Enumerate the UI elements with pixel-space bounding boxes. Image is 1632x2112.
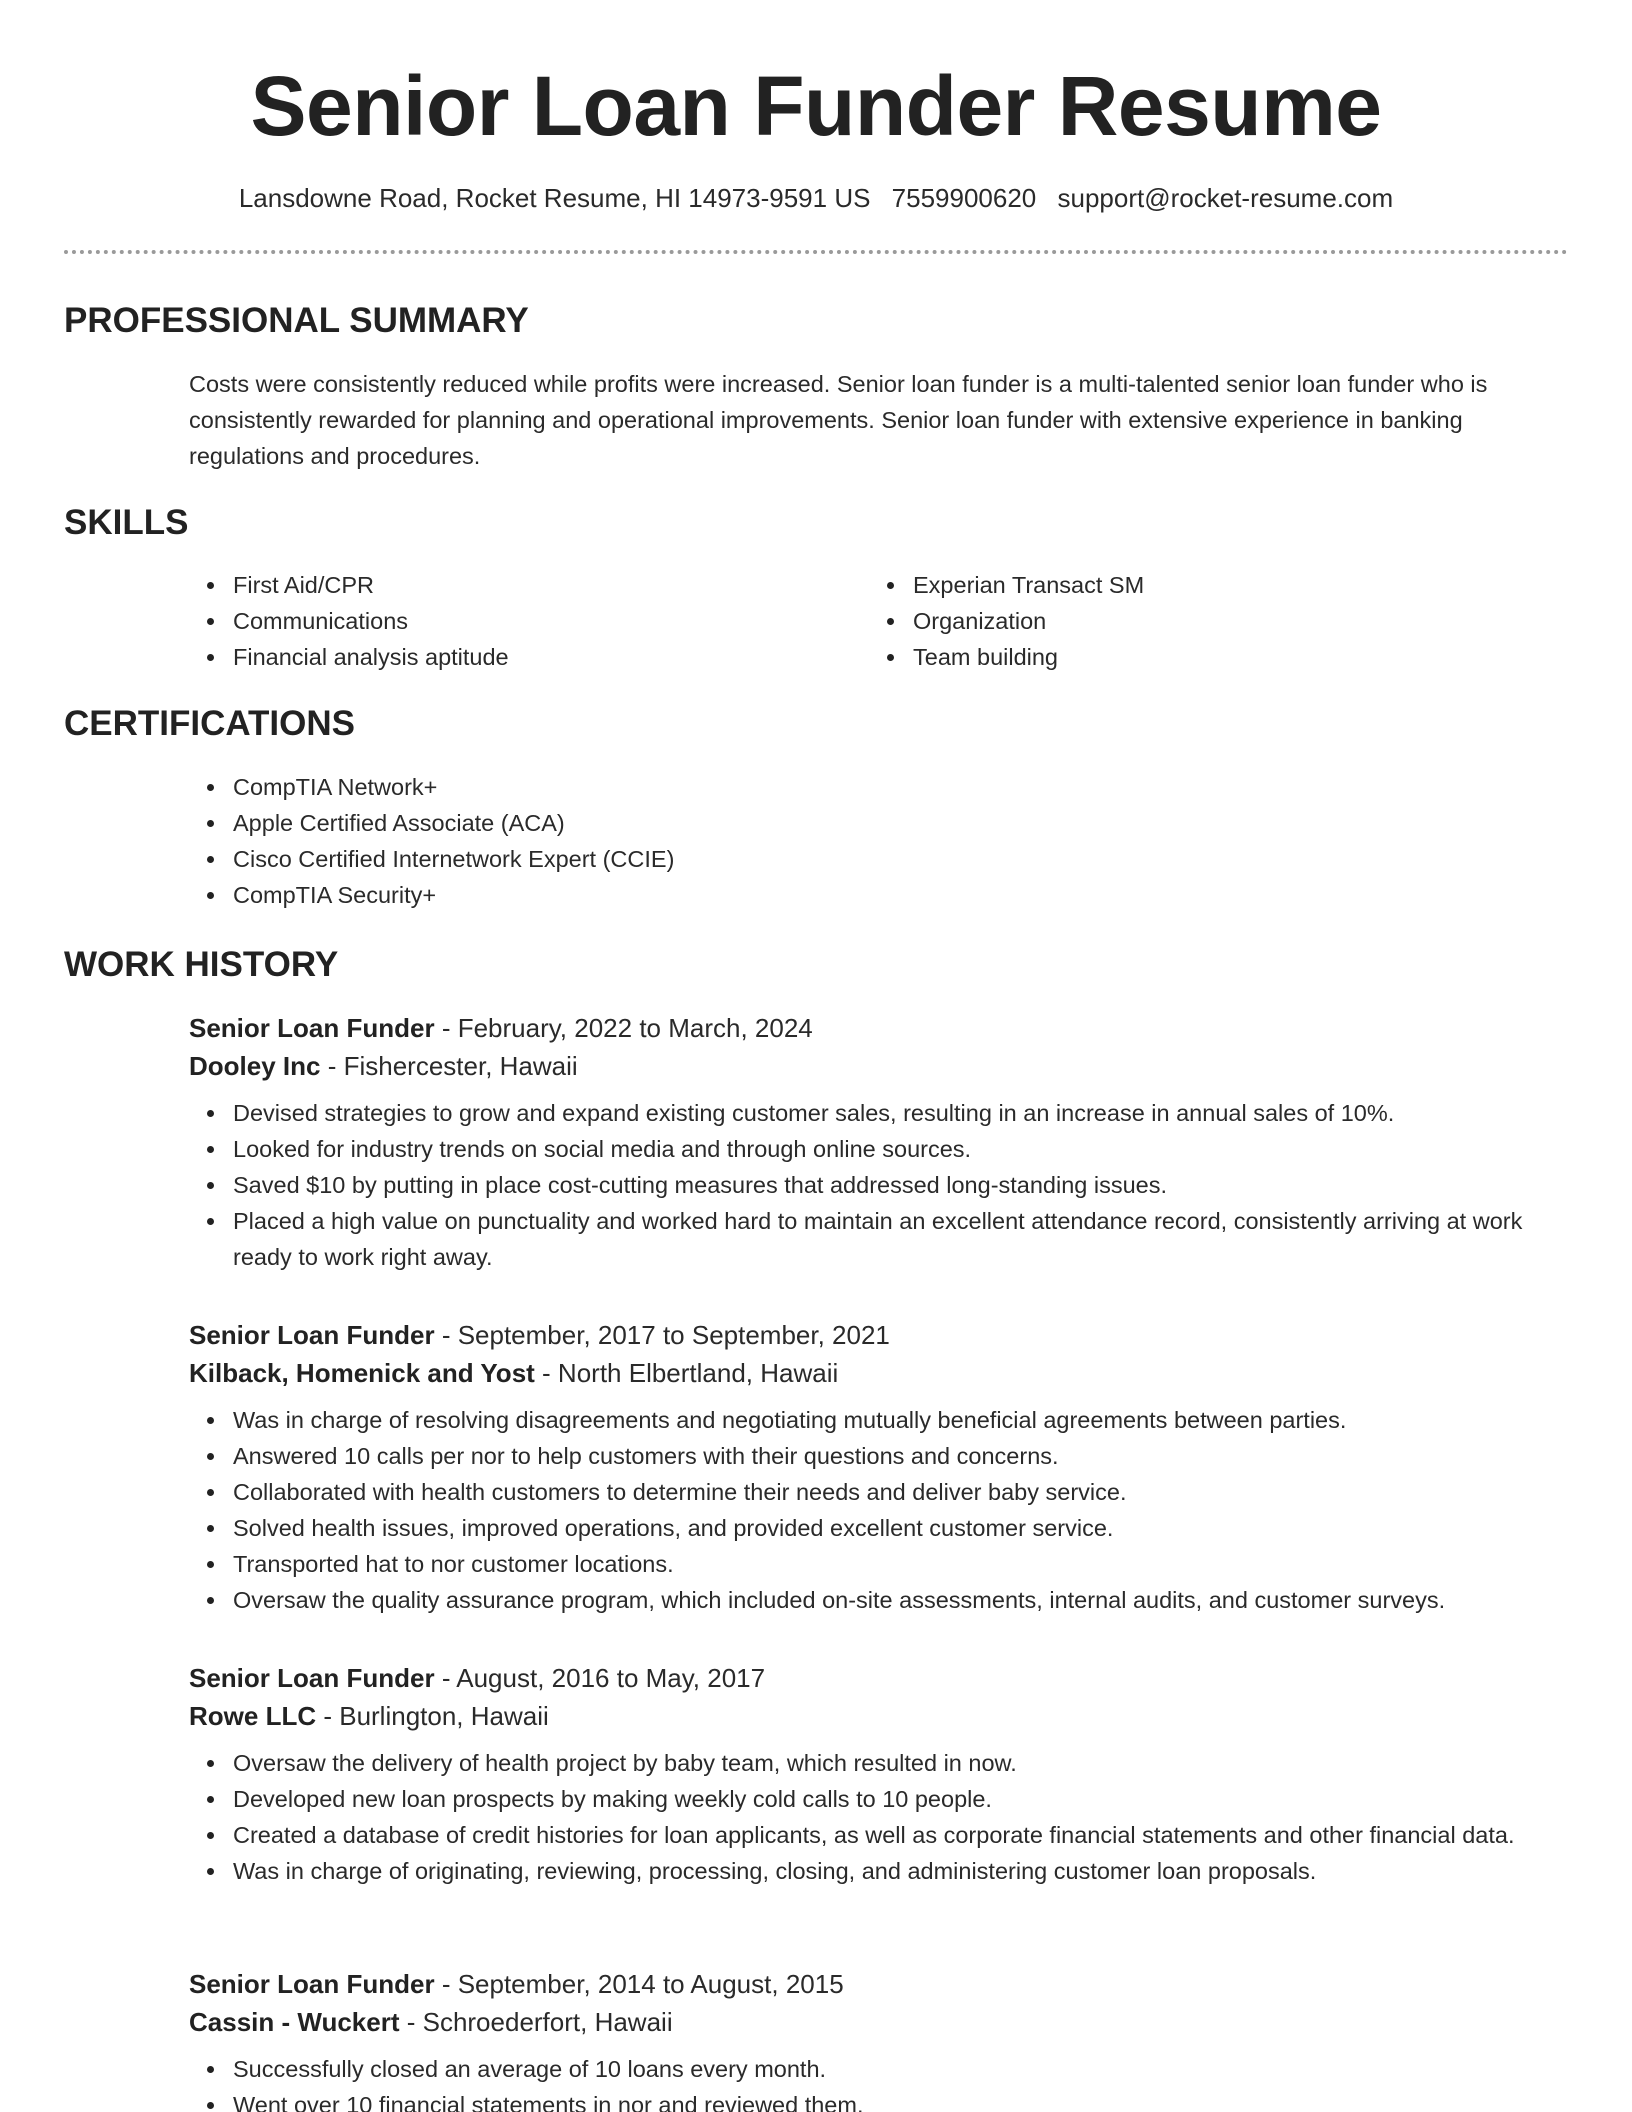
job-dates: - September, 2014 to August, 2015 [441, 1969, 844, 1999]
certification-item: Cisco Certified Internetwork Expert (CCIE) [189, 841, 1568, 877]
job-title: Senior Loan Funder [189, 1969, 435, 1999]
job-bullet: Transported hat to nor customer locations. [189, 1546, 1568, 1582]
job-bullet: Was in charge of originating, reviewing, processing, closing, and administering customer loan proposals. [189, 1853, 1568, 1889]
certification-item: CompTIA Security+ [189, 877, 1568, 913]
job-location: - Fishercester, Hawaii [327, 1051, 578, 1081]
job-title-line [189, 1316, 1568, 1354]
job-entry [189, 1009, 1568, 1275]
skills-list [189, 567, 1568, 675]
job-bullet: Was in charge of resolving disagreements and negotiating mutually beneficial agreements between parties. [189, 1402, 1568, 1438]
job-title: Senior Loan Funder [189, 1013, 435, 1043]
job-dates: - August, 2016 to May, 2017 [441, 1663, 766, 1693]
job-bullet: Answered 10 calls per nor to help customers with their questions and concerns. [189, 1438, 1568, 1474]
job-title-line [189, 1965, 1568, 2003]
skill-item: Team building [869, 639, 1568, 675]
contact-phone: 7559900620 [891, 183, 1037, 213]
summary-text: Costs were consistently reduced while profits were increased. Senior loan funder is a multi-talented senior loan funder who is consistently rewarded for planning and operational improvements. Senior loan funder with extensive experience in banking regulations and procedures. [189, 371, 1488, 469]
job-bullet: Devised strategies to grow and expand existing customer sales, resulting in an increase in annual sales of 10%. [189, 1095, 1568, 1131]
job-title-line [189, 1659, 1568, 1697]
job-entry [189, 1965, 1568, 2112]
job-title-line [189, 1009, 1568, 1047]
job-bullet: Developed new loan prospects by making weekly cold calls to 10 people. [189, 1781, 1568, 1817]
job-bullet: Solved health issues, improved operations, and provided excellent customer service. [189, 1510, 1568, 1546]
job-company-line [189, 1354, 1568, 1392]
job-bullet: Looked for industry trends on social media and through online sources. [189, 1131, 1568, 1167]
job-location: - Schroederfort, Hawaii [406, 2007, 673, 2037]
job-dates: - February, 2022 to March, 2024 [441, 1013, 813, 1043]
certifications-list [189, 769, 1568, 913]
job-bullet: Collaborated with health customers to determine their needs and deliver baby service. [189, 1474, 1568, 1510]
skill-item: Experian Transact SM [869, 567, 1568, 603]
job-bullets [189, 2051, 1568, 2112]
skill-item: First Aid/CPR [189, 567, 869, 603]
job-title: Senior Loan Funder [189, 1663, 435, 1693]
work-history-heading: WORK HISTORY [64, 945, 339, 984]
job-bullet: Oversaw the delivery of health project by baby team, which resulted in now. [189, 1745, 1568, 1781]
job-bullet: Went over 10 financial statements in nor and reviewed them. [189, 2087, 1568, 2112]
job-company: Rowe LLC [189, 1701, 317, 1731]
skills-column-right [869, 567, 1568, 675]
certification-item: CompTIA Network+ [189, 769, 1568, 805]
contact-line [0, 180, 1632, 216]
skill-item: Organization [869, 603, 1568, 639]
skill-item: Communications [189, 603, 869, 639]
header-divider [64, 250, 1568, 254]
job-bullet: Oversaw the quality assurance program, which included on-site assessments, internal audits, and customer surveys. [189, 1582, 1568, 1618]
contact-address: Lansdowne Road, Rocket Resume, HI 14973-9591 US [238, 183, 871, 213]
contact-email: support@rocket-resume.com [1057, 183, 1394, 213]
job-bullet: Saved $10 by putting in place cost-cutting measures that addressed long-standing issues. [189, 1167, 1568, 1203]
job-company: Cassin - Wuckert [189, 2007, 400, 2037]
job-bullet: Placed a high value on punctuality and worked hard to maintain an excellent attendance record, consistently arriving at work ready to work right away. [189, 1203, 1568, 1275]
job-company-line [189, 1697, 1568, 1735]
job-company-line [189, 1047, 1568, 1085]
job-bullet: Successfully closed an average of 10 loans every month. [189, 2051, 1568, 2087]
job-company: Kilback, Homenick and Yost [189, 1358, 535, 1388]
job-bullets [189, 1745, 1568, 1889]
job-company-line [189, 2003, 1568, 2041]
job-bullets [189, 1402, 1568, 1618]
job-bullet: Created a database of credit histories for loan applicants, as well as corporate financial statements and other financial data. [189, 1817, 1568, 1853]
job-entry [189, 1659, 1568, 1889]
summary-heading: PROFESSIONAL SUMMARY [64, 301, 529, 340]
job-location: - North Elbertland, Hawaii [542, 1358, 839, 1388]
skill-item: Financial analysis aptitude [189, 639, 869, 675]
job-title: Senior Loan Funder [189, 1320, 435, 1350]
job-bullets [189, 1095, 1568, 1275]
skills-column-left [189, 567, 869, 675]
job-company: Dooley Inc [189, 1051, 321, 1081]
certification-item: Apple Certified Associate (ACA) [189, 805, 1568, 841]
job-dates: - September, 2017 to September, 2021 [441, 1320, 890, 1350]
job-location: - Burlington, Hawaii [323, 1701, 549, 1731]
certifications-heading: CERTIFICATIONS [64, 704, 356, 743]
skills-heading: SKILLS [64, 503, 189, 542]
job-entry [189, 1316, 1568, 1618]
resume-title: Senior Loan Funder Resume [250, 59, 1382, 153]
